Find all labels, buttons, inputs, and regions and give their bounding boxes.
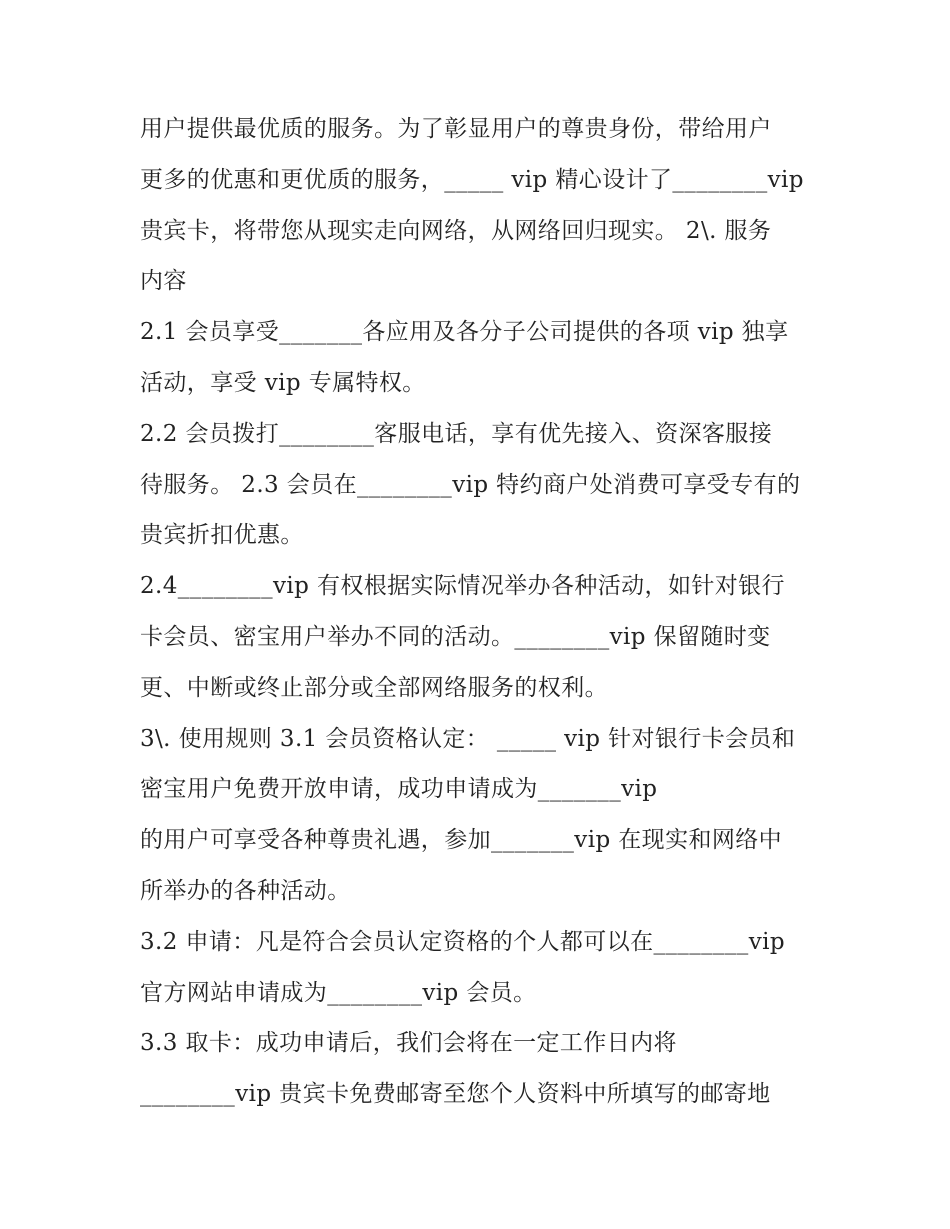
text-line-2: 更多的优惠和更优质的服务，_____ vip 精心设计了________vip (140, 166, 804, 193)
text-line-15: 的用户可享受各种尊贵礼遇，参加_______vip 在现实和网络中 (140, 827, 783, 854)
text-line-5: 2.1 会员享受_______各应用及各分子公司提供的各项 vip 独享 (140, 319, 789, 346)
text-line-6: 活动，享受 vip 专属特权。 (140, 369, 426, 396)
text-line-16: 所举办的各种活动。 (140, 877, 351, 904)
text-line-14: 密宝用户免费开放申请，成功申请成为_______vip (140, 776, 658, 803)
text-line-20: ________vip 贵宾卡免费邮寄至您个人资料中所填写的邮寄地 (140, 1081, 771, 1108)
text-line-12: 更、中断或终止部分或全部网络服务的权利。 (140, 674, 608, 701)
text-line-3: 贵宾卡，将带您从现实走向网络，从网络回归现实。 2\. 服务 (140, 217, 772, 244)
text-line-4: 内容 (140, 268, 187, 295)
text-line-10: 2.4________vip 有权根据实际情况举办各种活动，如针对银行 (140, 573, 785, 600)
text-line-7: 2.2 会员拨打________客服电话，享有优先接入、资深客服接 (140, 420, 773, 447)
text-line-1: 用户提供最优质的服务。为了彰显用户的尊贵身份，带给用户 (140, 116, 772, 142)
document-body (140, 104, 820, 1120)
text-line-9: 贵宾折扣优惠。 (140, 522, 304, 549)
text-line-18: 官方网站申请成为________vip 会员。 (140, 979, 537, 1006)
text-line-17: 3.2 申请：凡是符合会员认定资格的个人都可以在________vip (140, 928, 785, 955)
text-line-8: 待服务。 2.3 会员在________vip 特约商户处消费可享受专有的 (140, 471, 801, 498)
text-line-11: 卡会员、密宝用户举办不同的活动。________vip 保留随时变 (140, 623, 771, 650)
text-line-19: 3.3 取卡：成功申请后，我们会将在一定工作日内将 (140, 1030, 677, 1057)
text-line-13: 3\. 使用规则 3.1 会员资格认定： _____ vip 针对银行卡会员和 (140, 725, 796, 752)
